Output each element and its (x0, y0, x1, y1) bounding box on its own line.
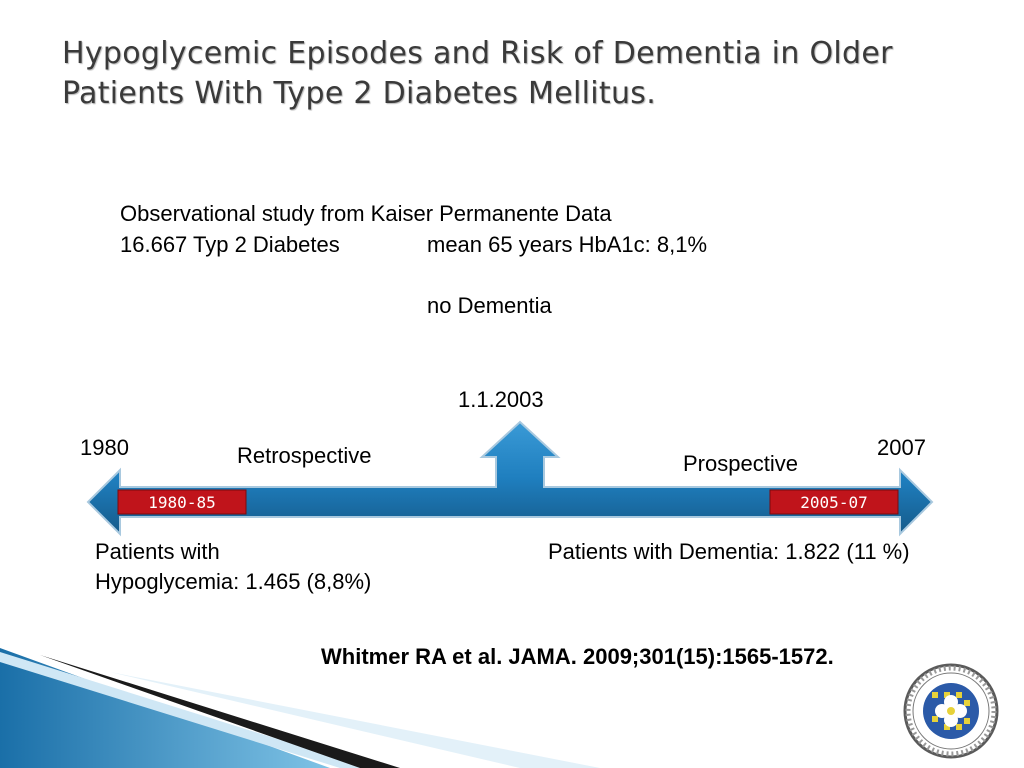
end-year: 2007 (877, 435, 926, 460)
start-year: 1980 (80, 435, 129, 460)
timeline-arrow-shape (88, 422, 932, 534)
study-line-1: Observational study from Kaiser Permanente Data (120, 201, 612, 226)
citation: Whitmer RA et al. JAMA. 2009;301(15):1565-1572. (321, 644, 834, 669)
left-badge-label: 1980-85 (148, 493, 216, 512)
prospective-label: Prospective (683, 451, 798, 476)
study-line-2b: mean 65 years HbA1c: 8,1% (427, 232, 708, 257)
left-result-line-2: Hypoglycemia: 1.465 (8,8%) (95, 569, 372, 594)
study-line-2a: 16.667 Typ 2 Diabetes (120, 232, 340, 257)
slide-title: Hypoglycemic Episodes and Risk of Dementia in Older Patients With Type 2 Diabetes Mellitus. (62, 36, 893, 111)
study-line-3: no Dementia (427, 293, 552, 318)
right-badge-label: 2005-07 (800, 493, 868, 512)
right-result: Patients with Dementia: 1.822 (11 %) (548, 539, 910, 564)
left-result-line-1: Patients with (95, 539, 220, 564)
retrospective-label: Retrospective (237, 443, 372, 468)
association-seal-icon (902, 662, 1000, 760)
pivot-date: 1.1.2003 (458, 387, 544, 412)
